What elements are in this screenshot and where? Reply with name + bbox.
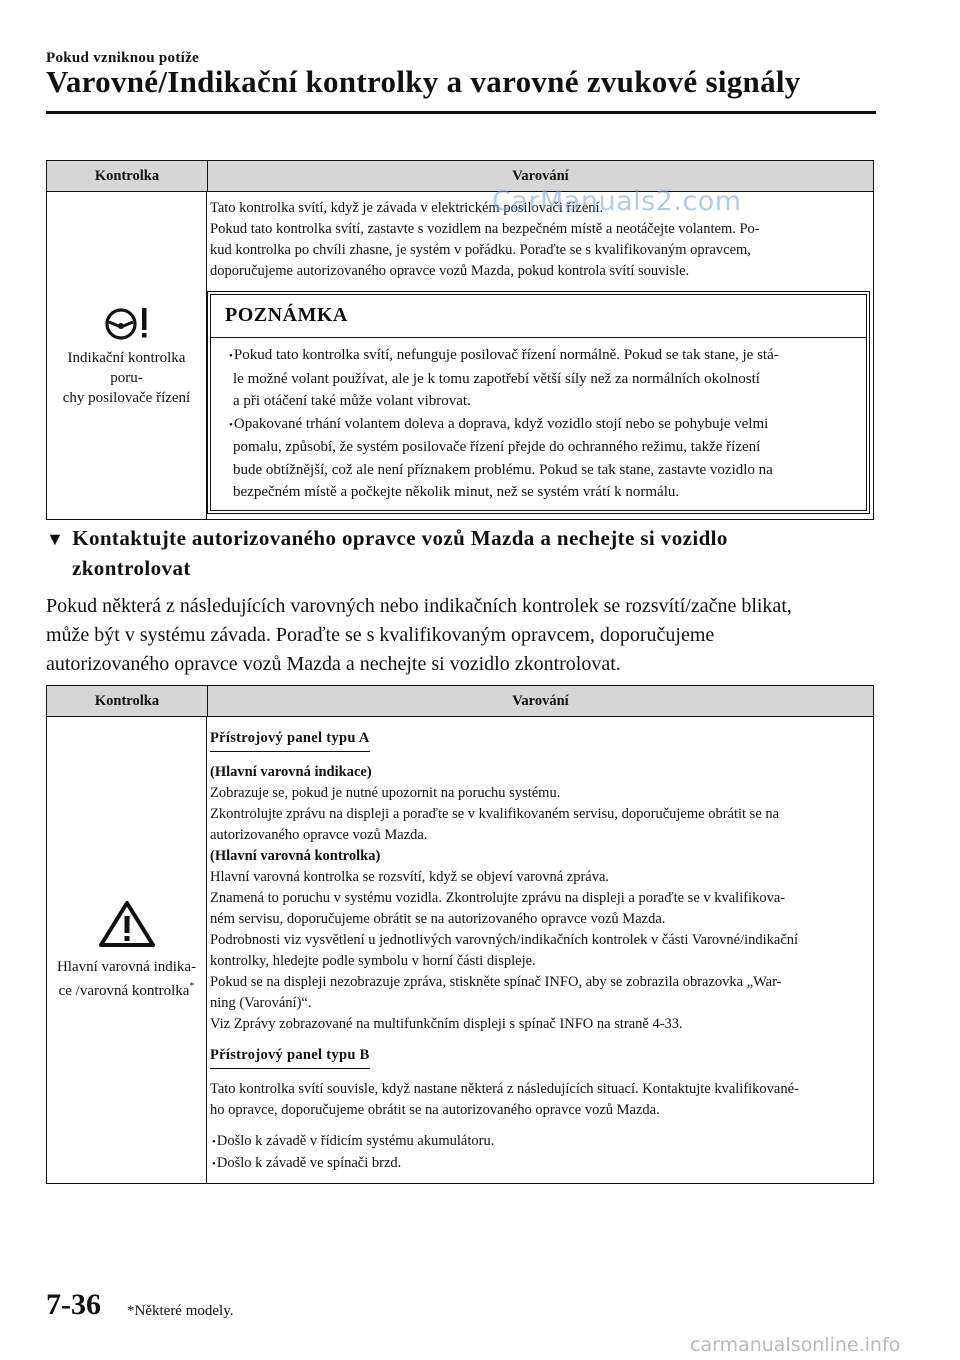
panel-b-heading: Přístrojový panel typu B	[210, 1045, 370, 1069]
warning-cell: Přístrojový panel typu A (Hlavní varovná indikace) Zobrazuje se, pokud je nutné upozornit na poruchu systému. Zkontrolujte zprávu na displeji a poraďte se v kvalifikovaném servisu, doporučujeme obrátit se na autorizovaného opravce vozů Mazda. (Hlavní varovná kontrolka) Hlavní varovná kontrolka se rozsvítí, když se objeví varovná zpráva. Znamená to poruchu v systému vozidla. Zkontrolujte zprávu na displeji a poraďte se v kvalifikova- ném servisu, doporučujeme obrátit se na autorizovaného opravce vozů Mazda. Podrobnosti viz vysvětlení u jednotlivých varovných/indikačních kontrolek v části Varovné/indikační kontrolky, hledejte podle symbolu v horní části displeje. Pokud se na displeji nezobrazuje zpráva, stiskněte spínač INFO, aby se zobrazila obrazovka „War- ning (Varování)“. Viz Zprávy zobrazované na multifunkčním displeji s spínač INFO na straně 4-33. Přístrojový panel typu B Tato kontrolka svítí souvisle, když nastane některá z následujících situací. Kontaktujte kvalifikované- ho opravce, doporučujeme obrátit se na autorizovaného opravce vozů Mazda. • Došlo k závadě v řídicím systému akumulátoru. • Došlo k závadě ve spínači brzd.	[207, 717, 873, 1183]
note-box	[210, 294, 867, 511]
column-header-indicator: Kontrolka	[47, 161, 208, 191]
warning-cell	[207, 192, 873, 519]
list-item: • Došlo k závadě v řídicím systému akumulátoru.	[210, 1131, 869, 1153]
intro-paragraph: Pokud některá z následujících varovných nebo indikačních kontrolek se rozsvítí/začne blikat, může být v systému závada. Poraďte se s kvalifikovaným opravcem, doporučujeme autorizovaného opravce vozů Mazda a nechejte si vozidlo zkontrolovat.	[46, 595, 792, 675]
warning-table-2	[46, 685, 874, 1184]
section-heading: ▼ Kontaktujte autorizovaného opravce vozů Mazda a nechejte si vozidlo zkontrolovat	[46, 526, 728, 580]
indicator-cell	[47, 192, 207, 519]
power-steering-warning-icon	[101, 302, 153, 342]
table-header	[47, 686, 873, 717]
title-rule	[46, 111, 876, 114]
indicator-cell	[47, 717, 207, 1183]
warning-table-1	[46, 160, 874, 520]
indicator-label: Hlavní varovná indika- ce /varovná kontrolka*	[56, 959, 197, 999]
table-row	[47, 717, 873, 1183]
note-title: POZNÁMKA	[211, 295, 866, 338]
indicator-label: Indikační kontrolka poru- chy posilovače řízení	[62, 350, 191, 407]
page-title: Varovné/Indikační kontrolky a varovné zvukové signály	[46, 64, 801, 99]
column-header-warning: Varování	[512, 692, 569, 709]
subheading-master-warning-light: (Hlavní varovná kontrolka)	[210, 848, 381, 864]
list-item: • Došlo k závadě ve spínači brzd.	[210, 1153, 869, 1175]
column-header-warning: Varování	[512, 167, 569, 184]
note-bullet: • Pokud tato kontrolka svítí, nefunguje posilovač řízení normálně. Pokud se tak stane, je stá-	[229, 344, 856, 368]
triangle-marker-icon: ▼	[46, 529, 65, 549]
page-number: 7-36	[46, 1288, 101, 1321]
note-body: • Pokud tato kontrolka svítí, nefunguje posilovač řízení normálně. Pokud se tak stane, je stá- le možné volant používat, ale je k tomu zapotřebí větší síly než za normálních okolností a při otáčení také může volant vibrovat. • Opakované trhání volantem doleva a doprava, když vozidlo stojí nebo se pohybuje velmi pomalu, způsobí, že systém posilovače řízení přejde do ochranného režimu, takže řízení bude obtížnější, což ale není příznakem problému. Pokud se tak stane, zastavte vozidlo na bezpečném místě a počkejte několik minut, než se systém vrátí k normálu.	[211, 338, 866, 510]
watermark-bottom: carmanualsonline.info	[690, 1334, 901, 1356]
warning-text: Tato kontrolka svítí, když je závada v elektrickém posilovači řízení. Pokud tato kontrolka svítí, zastavte s vozidlem na bezpečném místě a neotáčejte volantem. Po- kud kontrolka po chvíli zhasne, je systém v pořádku. Poraďte se s kvalifikovaným opravcem, doporučujeme autorizovaného opravce vozů Mazda, pokud kontrola svítí souvisle.	[210, 200, 760, 279]
footnote: *Některé modely.	[127, 1303, 234, 1319]
subheading-master-warning-display: (Hlavní varovná indikace)	[210, 764, 372, 780]
table-row	[47, 192, 873, 519]
watermark-top: CarManuals2.com	[492, 186, 742, 217]
panel-a-heading: Přístrojový panel typu A	[210, 728, 370, 752]
section-label: Pokud vzniknou potíže	[46, 50, 200, 66]
master-warning-triangle-icon	[97, 899, 157, 949]
column-header-indicator: Kontrolka	[47, 686, 208, 716]
table-header	[47, 161, 873, 192]
note-bullet: • Opakované trhání volantem doleva a doprava, když vozidlo stojí nebo se pohybuje velmi	[229, 413, 856, 437]
